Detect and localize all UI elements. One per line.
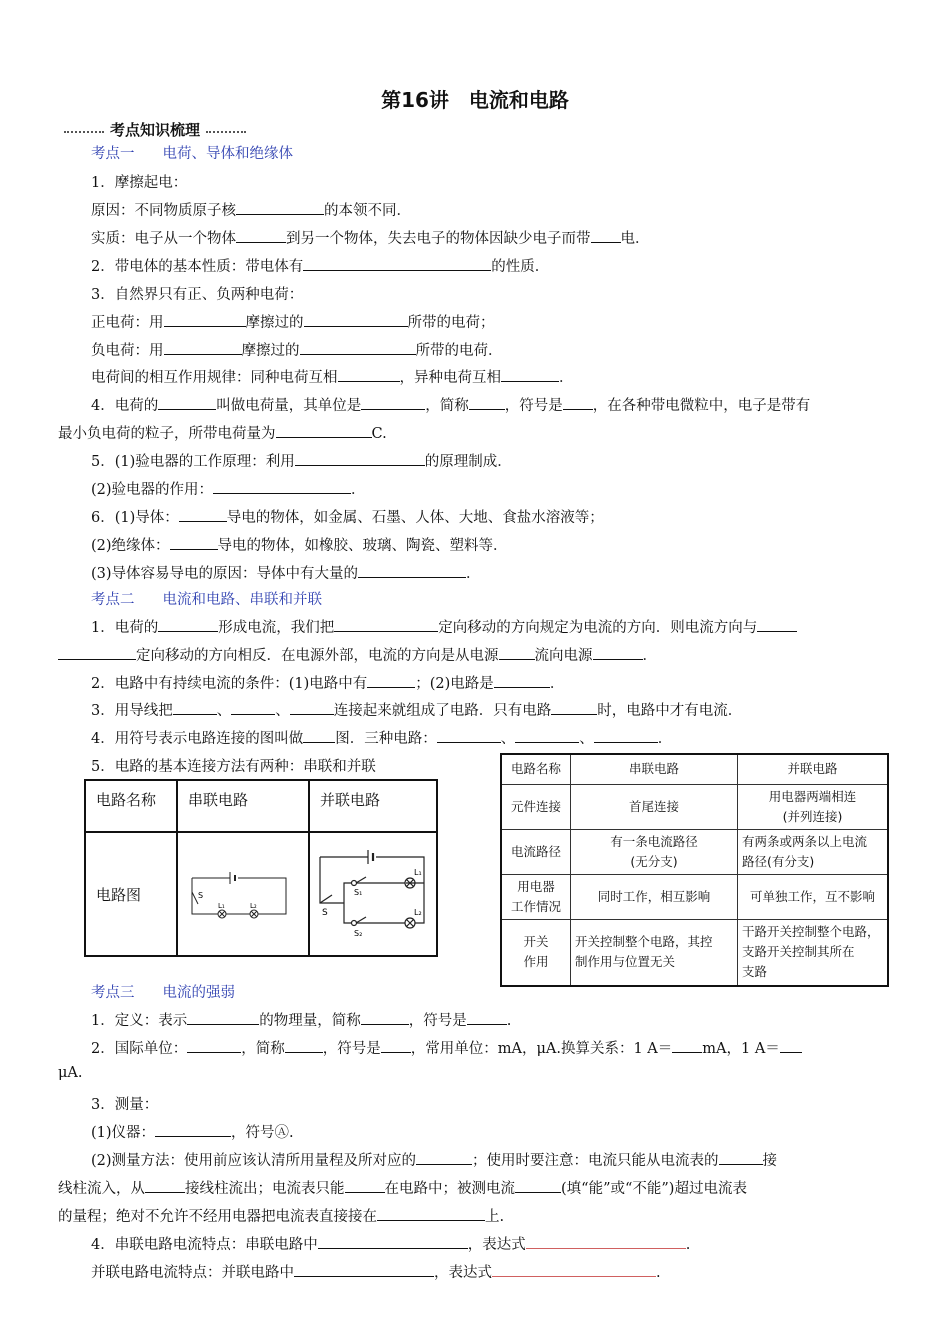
- text-line: 4．串联电路电流特点：串联电路中 ，表达式 .: [91, 1233, 690, 1254]
- blank[interactable]: [213, 479, 351, 494]
- blank[interactable]: [499, 645, 535, 660]
- text-line: 6．(1)导体： 导电的物体，如金属、石墨、人体、大地、食盐水溶液等；: [91, 506, 604, 527]
- kp-number: 考点三: [91, 985, 135, 1001]
- blank[interactable]: [145, 1178, 185, 1193]
- dotted-divider-left: [64, 129, 104, 133]
- text-line: (2)绝缘体： 导电的物体，如橡胶、玻璃、陶瓷、塑料等．: [91, 534, 508, 555]
- kp-number: 考点二: [91, 592, 135, 608]
- kp-number: 考点一: [91, 146, 135, 162]
- blank[interactable]: [158, 617, 218, 632]
- blank[interactable]: [377, 1206, 485, 1221]
- lamp-label: L₂: [250, 902, 257, 910]
- blank[interactable]: [591, 228, 621, 243]
- table-cell: 干路开关控制整个电路， 支路开关控制其所在 支路: [738, 919, 889, 986]
- parallel-circuit-diagram: [310, 845, 434, 939]
- blank[interactable]: [303, 256, 491, 271]
- table-cell: 有一条电流路径 (无分支): [571, 829, 738, 874]
- text-line: 4．电荷的 叫做电荷量，其单位是 ，简称 ，符号是 ，在各种带电微粒中，电子是带有: [91, 394, 810, 415]
- table-cell: 用电器两端相连 (并列连接): [738, 784, 889, 829]
- blank[interactable]: [501, 367, 559, 382]
- switch-label: S: [198, 891, 204, 900]
- comparison-table: [500, 753, 889, 987]
- blank[interactable]: [179, 507, 227, 522]
- blank[interactable]: [164, 312, 246, 327]
- text-line: 1．摩擦起电：: [91, 175, 188, 191]
- text-line: 定向移动的方向相反．在电源外部，电流的方向是从电源 流向电源 ．: [58, 644, 657, 665]
- blank[interactable]: [334, 617, 438, 632]
- text-line: μA.: [58, 1065, 83, 1081]
- blank[interactable]: [515, 728, 579, 743]
- table-header: 串联电路: [177, 780, 309, 832]
- kp-name: 电流的强弱: [162, 985, 235, 1001]
- text-line: 负电荷：用 摩擦过的 所带的电荷．: [91, 339, 503, 360]
- blank[interactable]: [236, 200, 324, 215]
- text-line: 电荷间的相互作用规律：同种电荷互相 ，异种电荷互相 ．: [91, 366, 574, 387]
- blank[interactable]: [469, 395, 505, 410]
- text-line: 3．自然界只有正、负两种电荷：: [91, 287, 304, 303]
- switch-s1-symbol: [352, 881, 357, 886]
- blank[interactable]: [719, 1150, 763, 1165]
- blank[interactable]: [551, 700, 597, 715]
- blank[interactable]: [526, 1234, 686, 1249]
- blank[interactable]: [155, 1122, 231, 1137]
- text-line: 并联电路电流特点：并联电路中 ，表达式 .: [91, 1261, 661, 1282]
- text-line: 5．电路的基本连接方法有两种：串联和并联: [91, 759, 376, 775]
- blank[interactable]: [467, 1010, 507, 1025]
- circuit-diagram-table: [84, 779, 438, 957]
- blank[interactable]: [593, 645, 643, 660]
- blank[interactable]: [367, 673, 415, 688]
- blank[interactable]: [173, 700, 217, 715]
- blank[interactable]: [594, 728, 658, 743]
- text-line: (1)仪器： ，符号Ⓐ.: [91, 1121, 294, 1142]
- switch-label: S: [322, 908, 328, 918]
- blank[interactable]: [164, 340, 242, 355]
- table-header: 电路名称: [85, 780, 177, 832]
- table-header: 并联电路: [738, 754, 889, 784]
- blank[interactable]: [361, 1010, 409, 1025]
- text-line: 4．用符号表示电路连接的图叫做 图．三种电路： 、 、 ．: [91, 727, 672, 748]
- blank[interactable]: [294, 1262, 434, 1277]
- circuit-wire: [192, 878, 286, 914]
- text-line: 原因：不同物质原子核 的本领不同．: [91, 199, 411, 220]
- text-line: (2)验电器的作用： ．: [91, 478, 366, 499]
- text-line: 5．(1)验电器的工作原理：利用 的原理制成．: [91, 450, 512, 471]
- blank[interactable]: [58, 645, 136, 660]
- table-header: 串联电路: [571, 754, 738, 784]
- table-cell: 可单独工作，互不影响: [738, 874, 889, 919]
- text-line: 实质：电子从一个物体 到另一个物体，失去电子的物体因缺少电子而带 电．: [91, 227, 650, 248]
- blank[interactable]: [757, 617, 797, 632]
- series-circuit-diagram: [178, 852, 296, 932]
- parallel-circuit-cell: [309, 832, 437, 956]
- kp-name: 电荷、导体和绝缘体: [162, 146, 293, 162]
- text-line: 1．电荷的 形成电流，我们把 定向移动的方向规定为电流的方向．则电流方向与: [91, 616, 797, 637]
- blank[interactable]: [285, 1038, 323, 1053]
- blank[interactable]: [494, 673, 550, 688]
- blank[interactable]: [515, 1178, 561, 1193]
- switch-s1-symbol: [356, 877, 366, 883]
- table-cell: 开关 作用: [501, 919, 571, 986]
- table-header: 电路名称: [501, 754, 571, 784]
- text-line: 2．电路中有持续电流的条件：(1)电路中有 ；(2)电路是 ．: [91, 672, 564, 693]
- blank[interactable]: [295, 451, 425, 466]
- lamp-label: L₂: [414, 908, 422, 917]
- table-cell: 开关控制整个电路，其控 制作用与位置无关: [571, 919, 738, 986]
- switch-s2-symbol: [352, 921, 357, 926]
- table-cell: 有两条或两条以上电流 路径(有分支): [738, 829, 889, 874]
- blank[interactable]: [231, 700, 275, 715]
- blank[interactable]: [318, 1234, 468, 1249]
- blank[interactable]: [276, 423, 372, 438]
- text-line: 正电荷：用 摩擦过的 所带的电荷；: [91, 311, 495, 332]
- kp-name: 电流和电路、串联和并联: [162, 592, 322, 608]
- blank[interactable]: [345, 1178, 385, 1193]
- series-circuit-cell: [177, 832, 309, 956]
- section-heading: [58, 119, 252, 140]
- page-title: 第16讲 电流和电路: [381, 88, 569, 112]
- blank[interactable]: [361, 395, 425, 410]
- text-line: 2．国际单位： ，简称 ，符号是 ，常用单位：mA，μA.换算关系：1 A＝ mA，1 A＝: [91, 1037, 802, 1058]
- blank[interactable]: [300, 340, 416, 355]
- circuit-wire: [320, 857, 424, 923]
- text-line: 线柱流入，从 接线柱流出；电流表只能 在电路中；被测电流 (填“能”或“不能”)超过电流表: [58, 1177, 747, 1198]
- blank[interactable]: [236, 228, 286, 243]
- text-line: 的量程；绝对不允许不经用电器把电流表直接接在 上.: [58, 1205, 504, 1226]
- kp2-heading: [91, 588, 350, 609]
- table-cell: 电路图: [85, 832, 177, 956]
- blank[interactable]: [563, 395, 593, 410]
- blank[interactable]: [304, 312, 408, 327]
- blank[interactable]: [187, 1038, 241, 1053]
- dotted-divider-right: [206, 129, 246, 133]
- table-cell: 电流路径: [501, 829, 571, 874]
- switch-s2-symbol: [356, 917, 366, 923]
- section-label: 考点知识梳理: [110, 121, 201, 139]
- kp3-heading: [91, 981, 263, 1002]
- text-line: 最小负电荷的粒子，所带电荷量为 C.: [58, 422, 387, 443]
- table-cell: 元件连接: [501, 784, 571, 829]
- blank[interactable]: [672, 1038, 702, 1053]
- blank[interactable]: [338, 367, 400, 382]
- text-line: (2)测量方法：使用前应该认清所用量程及所对应的 ；使用时要注意：电流只能从电流表的 接: [91, 1149, 777, 1170]
- blank[interactable]: [303, 728, 335, 743]
- blank[interactable]: [187, 1010, 259, 1025]
- blank[interactable]: [358, 563, 466, 578]
- text-line: 3．用导线把 、 、 连接起来就组成了电路．只有电路 时，电路中才有电流．: [91, 699, 742, 720]
- lamp-label: L₁: [218, 902, 225, 910]
- blank[interactable]: [416, 1150, 472, 1165]
- blank[interactable]: [437, 728, 501, 743]
- kp1-heading: [91, 142, 321, 163]
- table-header: 并联电路: [309, 780, 437, 832]
- blank[interactable]: [158, 395, 216, 410]
- blank[interactable]: [492, 1262, 656, 1277]
- switch-label: S₁: [354, 888, 363, 897]
- blank[interactable]: [170, 535, 218, 550]
- blank[interactable]: [290, 700, 334, 715]
- table-cell: 首尾连接: [571, 784, 738, 829]
- switch-label: S₂: [354, 929, 363, 938]
- text-line: 1．定义：表示 的物理量，简称 ，符号是 .: [91, 1009, 511, 1030]
- lamp-label: L₁: [414, 868, 422, 877]
- table-cell: 同时工作，相互影响: [571, 874, 738, 919]
- text-line: 3．测量：: [91, 1097, 159, 1113]
- text-line: (3)导体容易导电的原因：导体中有大量的 ．: [91, 562, 481, 583]
- blank[interactable]: [381, 1038, 411, 1053]
- blank[interactable]: [780, 1038, 802, 1053]
- switch-symbol: [320, 895, 332, 903]
- table-cell: 用电器 工作情况: [501, 874, 571, 919]
- text-line: 2．带电体的基本性质：带电体有 的性质．: [91, 255, 549, 276]
